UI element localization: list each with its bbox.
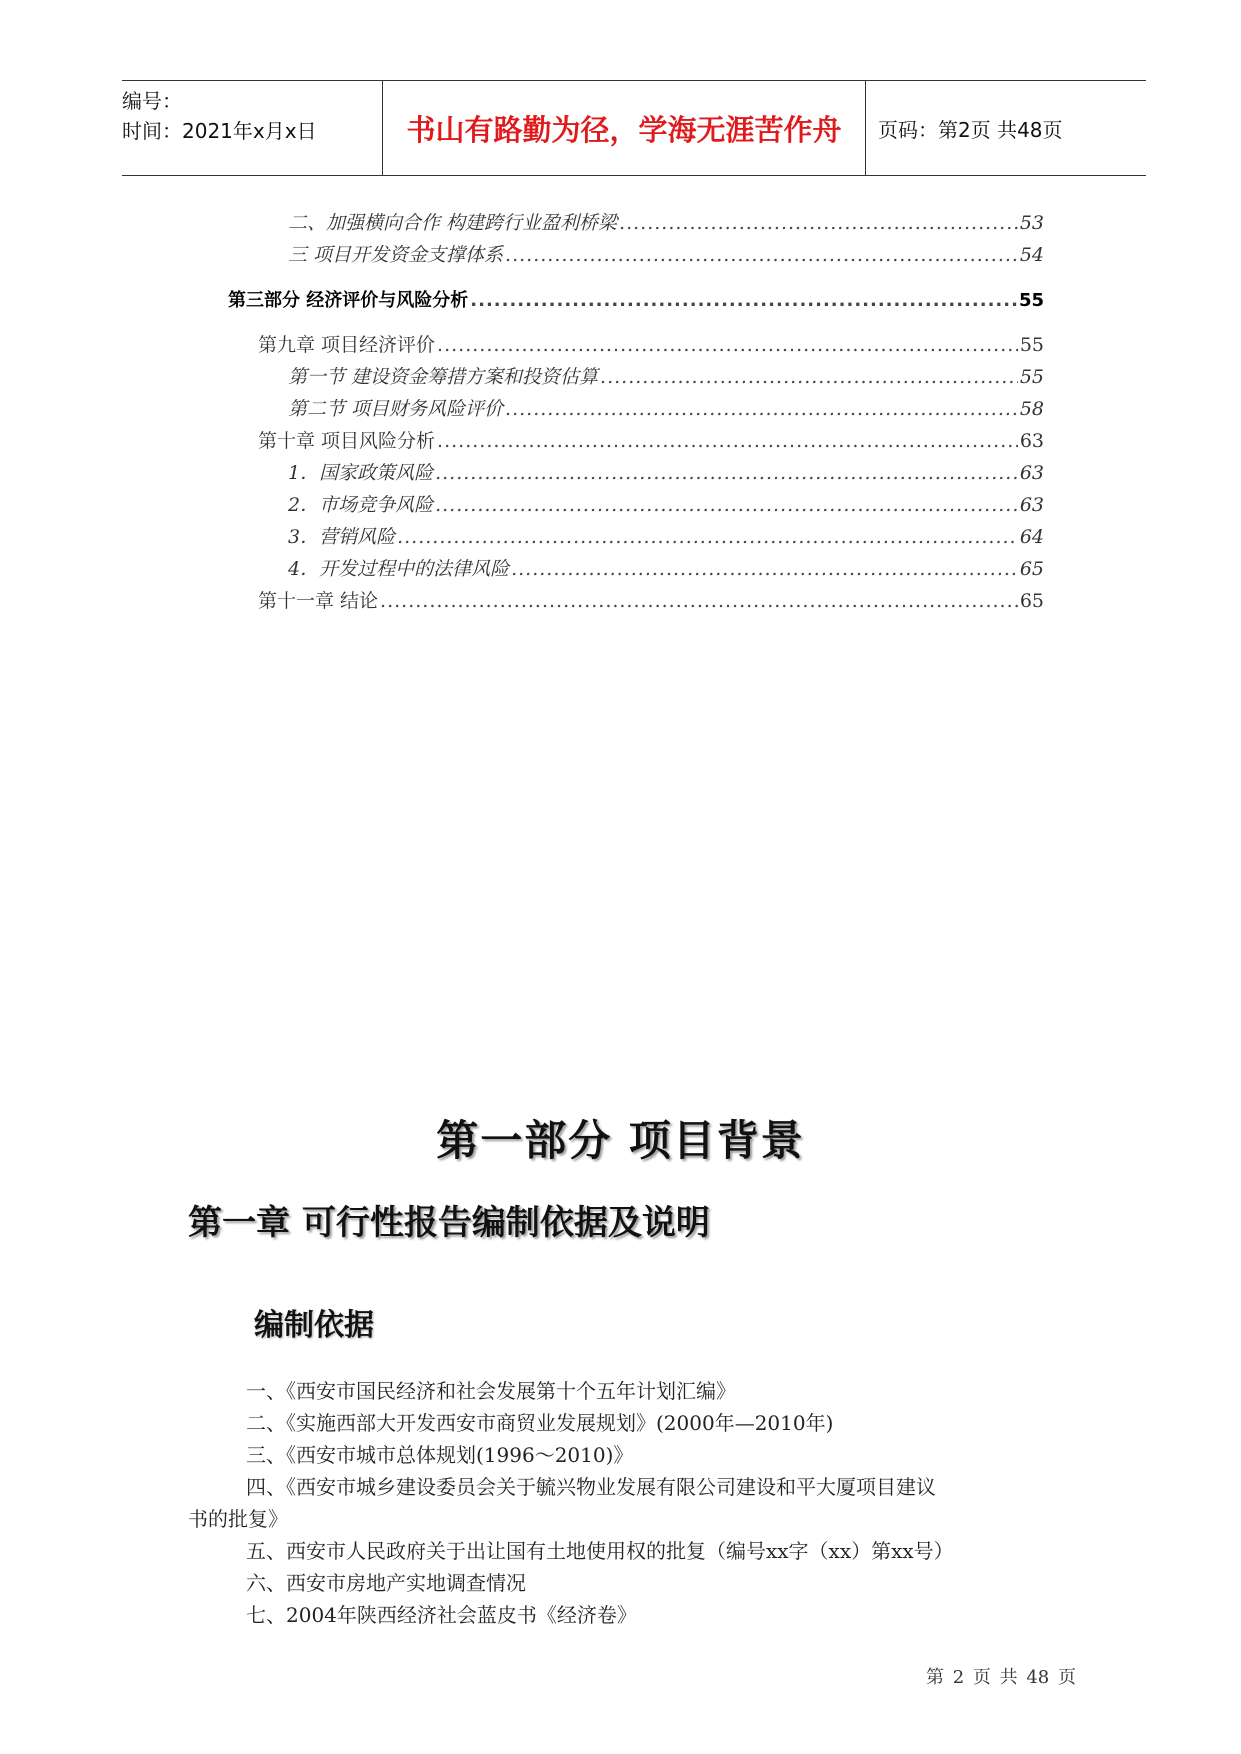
list-item: 四、《西安市城乡建设委员会关于毓兴物业发展有限公司建设和平大厦项目建议 xyxy=(246,1475,936,1499)
toc-entry-title: 1．国家政策风险 xyxy=(288,462,434,484)
list-item: 六、西安市房地产实地调查情况 xyxy=(246,1571,526,1595)
toc-entry-title: 第二节 项目财务风险评价 xyxy=(288,398,504,420)
toc-entry-page: 55 xyxy=(1019,366,1044,388)
toc-entry-title: 第三部分 经济评价与风险分析 xyxy=(228,290,469,311)
header-page-info: 页码：第2页 共48页 xyxy=(878,117,1063,142)
toc-entry[interactable] xyxy=(288,458,1044,485)
toc-entry-chapter[interactable] xyxy=(258,426,1044,453)
list-item: 七、2004年陕西经济社会蓝皮书《经济卷》 xyxy=(246,1603,637,1627)
toc-entry[interactable] xyxy=(288,208,1044,235)
toc-entry-title: 4．开发过程中的法律风险 xyxy=(288,558,510,580)
toc-entry-page: 63 xyxy=(1019,494,1044,516)
toc-entry-page: 64 xyxy=(1019,526,1044,548)
toc-entry[interactable] xyxy=(288,490,1044,517)
toc-entry[interactable] xyxy=(288,554,1044,581)
toc-entry-title: 第一节 建设资金筹措方案和投资估算 xyxy=(288,366,599,388)
header-motto: 书山有路勤为径，学海无涯苦作舟 xyxy=(382,81,866,175)
toc-entry-title: 第十章 项目风险分析 xyxy=(258,430,436,452)
list-item-continuation: 书的批复》 xyxy=(188,1507,288,1531)
toc-entry[interactable] xyxy=(288,522,1044,549)
toc-entry-page: 55 xyxy=(1018,290,1044,311)
header-meta xyxy=(122,81,382,175)
toc-entry-page: 65 xyxy=(1019,558,1044,580)
page-header xyxy=(122,80,1146,176)
toc-entry-chapter[interactable] xyxy=(258,330,1044,357)
list-item: 五、西安市人民政府关于出让国有土地使用权的批复（编号xx字（xx）第xx号） xyxy=(246,1539,954,1563)
toc-entry-page: 63 xyxy=(1019,462,1044,484)
toc-entry-title: 3．营销风险 xyxy=(288,526,396,548)
toc-entry-page: 55 xyxy=(1019,334,1044,356)
toc-entry-title: 三 项目开发资金支撑体系 xyxy=(288,244,504,266)
number-label: 编号： xyxy=(122,89,182,113)
list-item: 二、《实施西部大开发西安市商贸业发展规划》(2000年—2010年) xyxy=(246,1411,834,1435)
toc-entry-chapter[interactable] xyxy=(258,586,1044,613)
part-heading: 第一部分 项目背景 xyxy=(436,1116,805,1165)
list-item: 三、《西安市城市总体规划(1996～2010)》 xyxy=(246,1443,634,1467)
toc-entry[interactable] xyxy=(288,394,1044,421)
toc-entry-part[interactable] xyxy=(228,286,1044,312)
toc-entry-page: 63 xyxy=(1019,430,1044,452)
toc-entry-title: 第九章 项目经济评价 xyxy=(258,334,436,356)
toc-entry[interactable] xyxy=(288,362,1044,389)
toc-entry-page: 65 xyxy=(1019,590,1044,612)
toc-entry-page: 54 xyxy=(1019,244,1044,266)
toc-entry-title: 第十一章 结论 xyxy=(258,590,379,612)
toc-entry[interactable] xyxy=(288,240,1044,267)
toc-entry-page: 53 xyxy=(1019,212,1044,234)
chapter-heading: 第一章 可行性报告编制依据及说明 xyxy=(188,1203,710,1243)
list-item: 一、《西安市国民经济和社会发展第十个五年计划汇编》 xyxy=(246,1379,736,1403)
toc-entry-page: 58 xyxy=(1019,398,1044,420)
toc-entry-title: 2．市场竞争风险 xyxy=(288,494,434,516)
section-heading: 编制依据 xyxy=(254,1308,374,1343)
toc-entry-title: 二、加强横向合作 构建跨行业盈利桥梁 xyxy=(288,212,618,234)
time-label: 时间：2021年x月x日 xyxy=(122,119,317,143)
page-footer: 第 2 页 共 48 页 xyxy=(926,1667,1076,1688)
